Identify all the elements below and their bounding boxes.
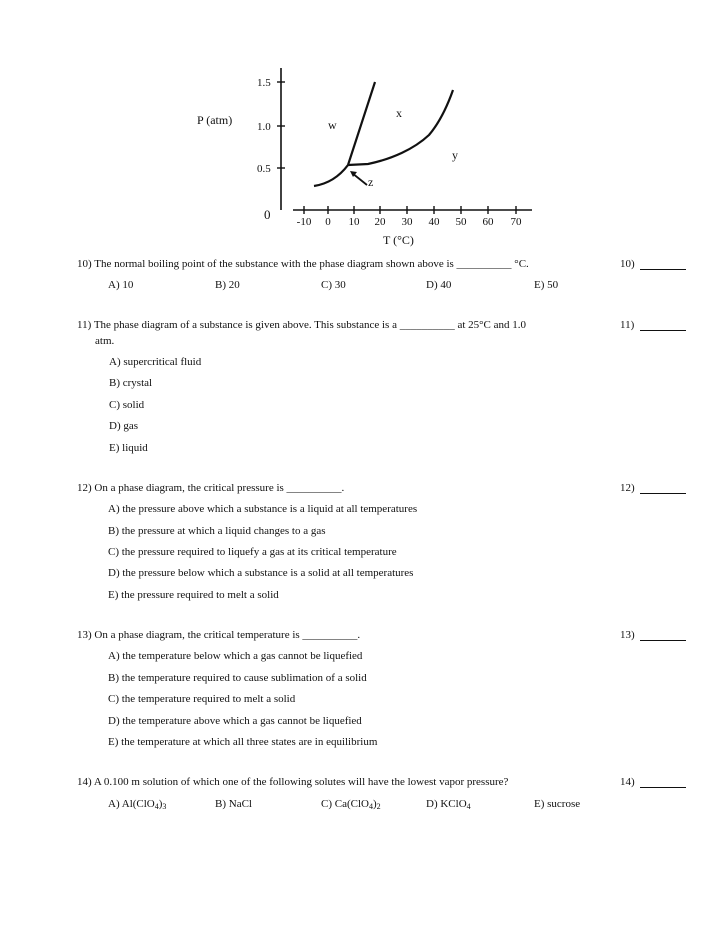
x-tick-label: 60 bbox=[482, 216, 494, 228]
option: B) crystal bbox=[109, 377, 153, 389]
answer-blank-10[interactable] bbox=[640, 257, 686, 270]
question-12-text: 12) On a phase diagram, the critical pressure is __________. bbox=[77, 482, 345, 494]
x-tick-label: 30 bbox=[401, 216, 413, 228]
x-axis-label: T (°C) bbox=[383, 233, 414, 247]
question-11-text: 11) The phase diagram of a substance is given above. This substance is a __________ at 25°C and 1.0 bbox=[77, 319, 527, 331]
option: D) KClO$_4$ bbox=[426, 798, 471, 811]
question-12-margin-number: 12) bbox=[620, 482, 635, 494]
option: B) the pressure at which a liquid changes to a gas bbox=[108, 525, 326, 537]
option: C) the pressure required to liquefy a gas at its critical temperature bbox=[108, 546, 397, 558]
y-axis-label: P (atm) bbox=[197, 113, 233, 127]
answer-blank-14[interactable] bbox=[640, 775, 686, 788]
x-tick-label: 10 bbox=[348, 216, 360, 228]
question-11-text-cont: atm. bbox=[95, 335, 115, 347]
region-label-w: w bbox=[328, 118, 337, 132]
question-13-text: 13) On a phase diagram, the critical temperature is __________. bbox=[77, 629, 361, 641]
x-tick-label: 50 bbox=[455, 216, 467, 228]
question-13-margin-number: 13) bbox=[620, 629, 635, 641]
option: A) supercritical fluid bbox=[109, 356, 202, 368]
x-tick-label: 20 bbox=[374, 216, 386, 228]
option: E) 50 bbox=[534, 279, 559, 291]
option: C) the temperature required to melt a solid bbox=[108, 693, 296, 705]
question-14-text: 14) A 0.100 m solution of which one of the following solutes will have the lowest vapor pressure? bbox=[77, 776, 509, 788]
option: E) sucrose bbox=[534, 798, 581, 810]
x-tick-label: 40 bbox=[428, 216, 440, 228]
fusion-curve bbox=[348, 82, 375, 165]
y-tick-label: 0 bbox=[264, 207, 271, 222]
region-label-x: x bbox=[396, 106, 402, 120]
option: B) 20 bbox=[215, 279, 240, 291]
x-tick-label: -10 bbox=[296, 216, 312, 228]
option: A) 10 bbox=[108, 279, 134, 291]
x-tick-label: 70 bbox=[510, 216, 522, 228]
region-label-y: y bbox=[452, 148, 458, 162]
option: E) the pressure required to melt a solid bbox=[108, 589, 279, 601]
question-11-margin-number: 11) bbox=[620, 319, 635, 331]
option: C) 30 bbox=[321, 279, 346, 291]
option: C) $Ca(ClO_4)_2$ bbox=[321, 798, 381, 811]
option: E) the temperature at which all three states are in equilibrium bbox=[108, 736, 378, 748]
option: A) the pressure above which a substance is a liquid at all temperatures bbox=[108, 503, 418, 515]
answer-blank-12[interactable] bbox=[640, 481, 686, 494]
answer-blank-13[interactable] bbox=[640, 628, 686, 641]
y-tick-label: 0.5 bbox=[257, 163, 271, 175]
question-10-margin-number: 10) bbox=[620, 258, 635, 270]
question-14-margin-number: 14) bbox=[620, 776, 635, 788]
option: E) liquid bbox=[109, 442, 148, 454]
vaporization-curve bbox=[348, 90, 453, 165]
region-label-z: z bbox=[368, 175, 374, 189]
option: B) NaCl bbox=[215, 798, 252, 810]
y-tick-label: 1.5 bbox=[257, 77, 271, 89]
option: A) $Al(ClO_4)_3$ bbox=[108, 798, 167, 811]
phase-diagram bbox=[180, 62, 560, 252]
answer-blank-11[interactable] bbox=[640, 318, 686, 331]
option: C) solid bbox=[109, 399, 145, 411]
option: D) gas bbox=[109, 420, 139, 432]
sublimation-curve bbox=[314, 165, 348, 186]
option: A) the temperature below which a gas cannot be liquefied bbox=[108, 650, 363, 662]
option: D) 40 bbox=[426, 279, 452, 291]
x-tick-label: 0 bbox=[325, 216, 331, 228]
question-10-text: 10) The normal boiling point of the substance with the phase diagram shown above is __________ °C. bbox=[77, 258, 529, 270]
option: D) the pressure below which a substance is a solid at all temperatures bbox=[108, 567, 414, 579]
y-tick-label: 1.0 bbox=[257, 121, 271, 133]
option: D) the temperature above which a gas cannot be liquefied bbox=[108, 715, 362, 727]
option: B) the temperature required to cause sublimation of a solid bbox=[108, 672, 367, 684]
